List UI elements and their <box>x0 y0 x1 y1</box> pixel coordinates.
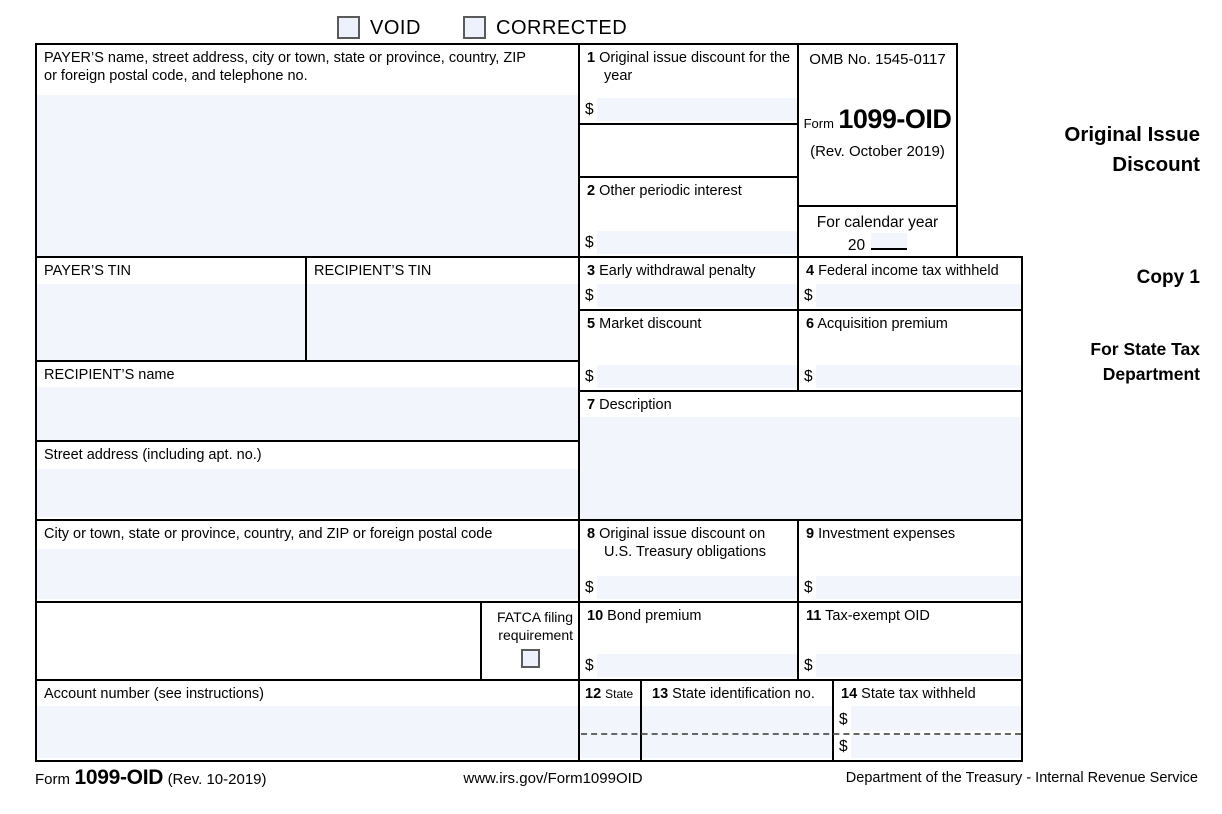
box11-number: 11 <box>806 608 822 624</box>
box5-number: 5 <box>587 316 596 332</box>
street-address-box <box>35 440 578 519</box>
box5-label: Market discount <box>599 316 702 332</box>
revision-label: (Rev. October 2019) <box>810 143 945 160</box>
calendar-year-prefix: 20 <box>847 237 866 254</box>
box7 <box>578 390 1023 519</box>
footer-form-id <box>35 766 267 790</box>
box2-label: Other periodic interest <box>599 183 742 199</box>
currency-symbol: $ <box>804 287 813 304</box>
box14-label: State tax withheld <box>861 686 976 702</box>
account-number-label: Account number (see instructions) <box>44 686 265 702</box>
corrected-label: CORRECTED <box>496 17 628 39</box>
currency-symbol: $ <box>804 368 813 385</box>
currency-symbol: $ <box>585 579 594 596</box>
box3 <box>578 256 797 309</box>
box3-label: Early withdrawal penalty <box>599 263 756 279</box>
currency-symbol: $ <box>585 657 594 674</box>
currency-symbol: $ <box>839 738 848 755</box>
box11-amount-input[interactable] <box>816 654 1021 677</box>
box12-number: 12 <box>585 686 602 702</box>
box8-amount-input[interactable] <box>597 576 797 599</box>
box2-amount-input[interactable] <box>597 231 797 254</box>
box7-label: Description <box>599 397 672 413</box>
street-address-label: Street address (including apt. no.) <box>44 447 262 463</box>
footer-form-word: Form <box>35 771 70 788</box>
box9-amount-input[interactable] <box>816 576 1021 599</box>
footer-form-number: 1099-OID <box>74 766 164 789</box>
payer-tin-label: PAYER’S TIN <box>44 263 132 279</box>
box11 <box>797 601 1023 679</box>
box6-label: Acquisition premium <box>817 316 948 332</box>
copy-label: Copy 1 <box>1136 267 1200 288</box>
box7-description-input[interactable] <box>580 417 1021 519</box>
box9-number: 9 <box>806 526 815 542</box>
box5-amount-input[interactable] <box>597 365 797 388</box>
box14-amount-input-row2[interactable] <box>851 735 1021 758</box>
account-number-box <box>35 679 578 762</box>
currency-symbol: $ <box>804 579 813 596</box>
box14 <box>832 679 1023 762</box>
payer-tin-input[interactable] <box>37 284 305 360</box>
form-title-line2: Discount <box>1112 153 1200 176</box>
form-title <box>960 120 1200 180</box>
box1 <box>578 43 797 123</box>
box2 <box>578 176 797 256</box>
payer-tin-box <box>35 256 305 360</box>
city-box <box>35 519 578 601</box>
box6-number: 6 <box>806 316 815 332</box>
recipient-tin-label: RECIPIENT’S TIN <box>314 263 432 279</box>
box1-amount-input[interactable] <box>597 98 797 121</box>
footer-url: www.irs.gov/Form1099OID <box>463 770 643 787</box>
form-number: 1099-OID <box>838 104 952 134</box>
box4-label: Federal income tax withheld <box>818 263 999 279</box>
currency-symbol: $ <box>585 287 594 304</box>
box11-label: Tax-exempt OID <box>825 608 930 624</box>
box8-label: Original issue discount on U.S. Treasury obligations <box>599 526 766 561</box>
fatca-box <box>480 601 578 679</box>
corrected-checkbox[interactable] <box>463 16 486 39</box>
footer-revision: (Rev. 10-2019) <box>167 771 267 788</box>
box13 <box>640 679 832 762</box>
box5 <box>578 309 797 390</box>
box10-number: 10 <box>587 608 604 624</box>
form-word: Form <box>803 116 834 131</box>
box14-amount-input-row1[interactable] <box>851 706 1021 731</box>
form-title-line1: Original Issue <box>1064 123 1200 146</box>
box10-label: Bond premium <box>607 608 702 624</box>
fatca-checkbox[interactable] <box>521 649 540 668</box>
box12-label: State <box>605 687 634 701</box>
department-caption-line1: For State Tax <box>1090 339 1200 359</box>
box4-number: 4 <box>806 263 815 279</box>
box9 <box>797 519 1023 601</box>
box12-state-input[interactable] <box>580 706 640 758</box>
omb-box <box>797 43 958 205</box>
void-checkbox[interactable] <box>337 16 360 39</box>
recipient-name-input[interactable] <box>37 387 578 440</box>
box13-state-id-input[interactable] <box>642 706 832 758</box>
fatca-left-blank <box>35 601 480 679</box>
box7-number: 7 <box>587 397 596 413</box>
state-row-dashed-divider <box>581 733 1021 735</box>
footer-department: Department of the Treasury - Internal Revenue Service <box>845 770 1198 786</box>
street-address-input[interactable] <box>37 469 578 517</box>
blank-cell <box>578 123 797 176</box>
currency-symbol: $ <box>585 234 594 251</box>
currency-symbol: $ <box>585 368 594 385</box>
omb-number: OMB No. 1545-0117 <box>809 51 946 68</box>
recipient-tin-box <box>305 256 578 360</box>
city-input[interactable] <box>37 549 578 599</box>
fatca-label-line1: FATCA filing <box>497 609 573 625</box>
box12 <box>578 679 640 762</box>
recipient-tin-input[interactable] <box>307 284 578 360</box>
void-label: VOID <box>370 17 421 39</box>
currency-symbol: $ <box>804 657 813 674</box>
box3-amount-input[interactable] <box>597 284 797 307</box>
payer-label: PAYER’S name, street address, city or town, state or province, country, ZIP or foreign postal code, and telephone no. <box>44 50 526 85</box>
recipient-name-label: RECIPIENT’S name <box>44 367 175 383</box>
box8 <box>578 519 797 601</box>
currency-symbol: $ <box>585 101 594 118</box>
box14-number: 14 <box>841 686 858 702</box>
recipient-name-box <box>35 360 578 440</box>
box2-number: 2 <box>587 183 596 199</box>
currency-symbol: $ <box>839 711 848 728</box>
box8-number: 8 <box>587 526 596 542</box>
calendar-year-box <box>797 205 958 256</box>
account-number-input[interactable] <box>37 706 578 758</box>
box1-number: 1 <box>587 50 596 66</box>
calendar-year-label: For calendar year <box>816 214 939 231</box>
city-label: City or town, state or province, country, and ZIP or foreign postal code <box>44 526 493 542</box>
box10-amount-input[interactable] <box>597 654 797 677</box>
box10 <box>578 601 797 679</box>
department-caption <box>960 337 1200 387</box>
box13-label: State identification no. <box>672 686 815 702</box>
calendar-year-input[interactable] <box>871 233 907 250</box>
box9-label: Investment expenses <box>818 526 956 542</box>
box1-label: Original issue discount for the year <box>599 50 791 85</box>
box3-number: 3 <box>587 263 596 279</box>
payer-box <box>35 43 578 256</box>
department-caption-line2: Department <box>1102 364 1200 384</box>
fatca-label-line2: requirement <box>498 627 573 644</box>
payer-name-input[interactable] <box>37 95 578 256</box>
box13-number: 13 <box>652 686 669 702</box>
